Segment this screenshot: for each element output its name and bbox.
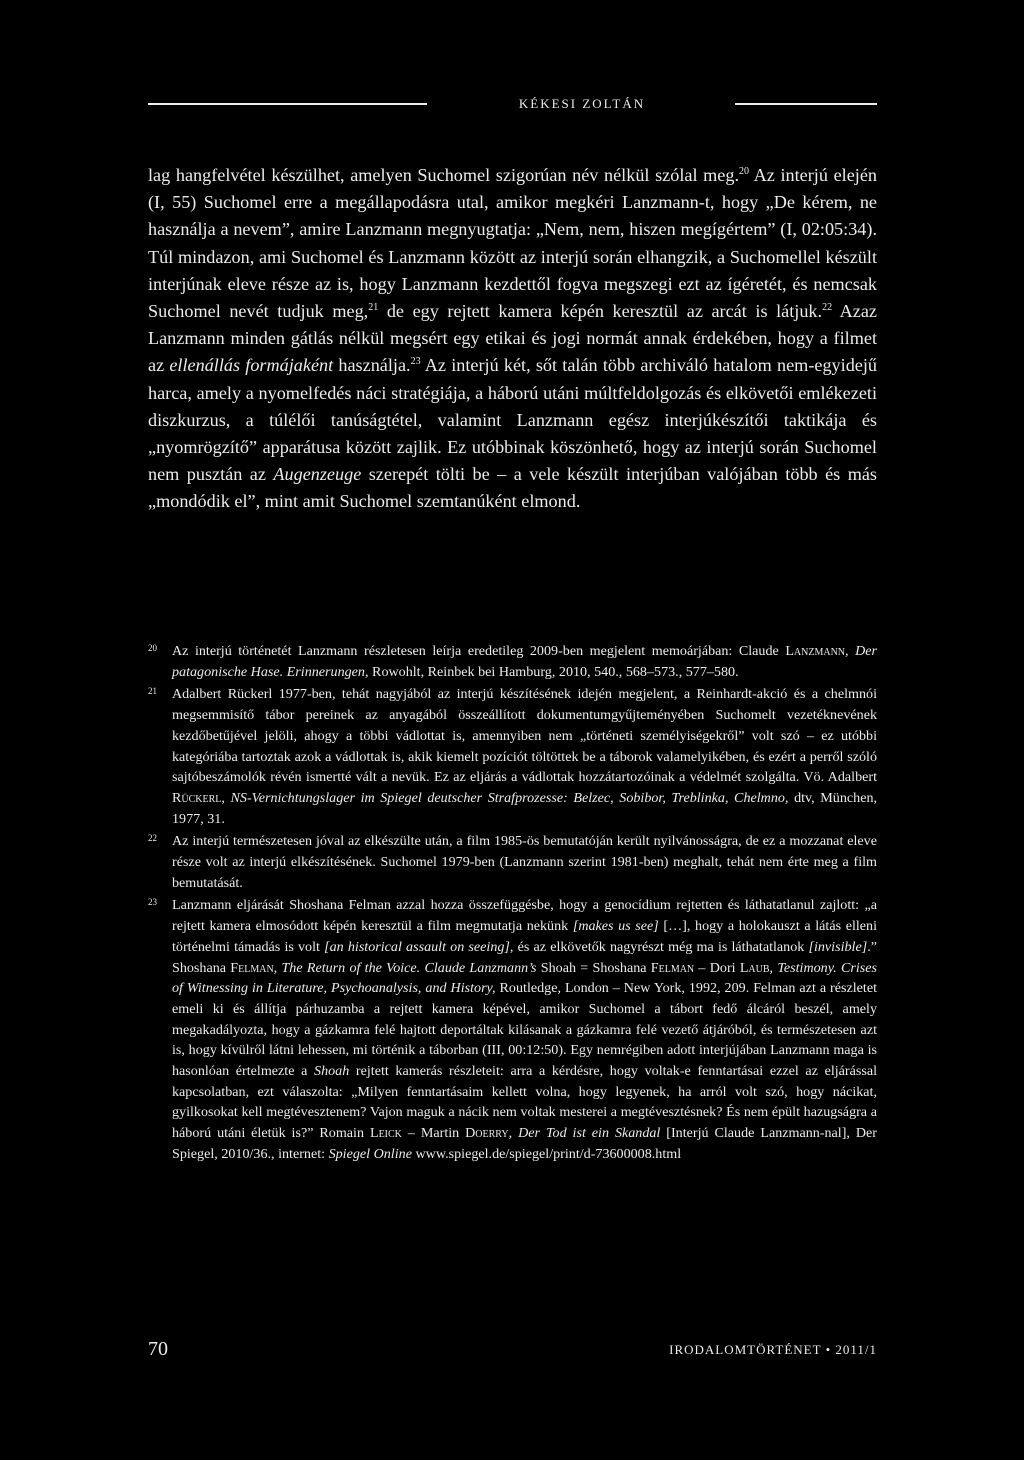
main-text xyxy=(148,162,877,516)
author-name: Leick xyxy=(369,1125,402,1142)
article-title: Der Tod ist ein Skandal xyxy=(518,1125,661,1142)
footnote-20 xyxy=(148,641,877,682)
footnote-23 xyxy=(148,895,877,1164)
note-text: , xyxy=(508,1125,519,1142)
note-text: […], hogy a holokauszt a látás elleni történelmi támadás is volt xyxy=(172,918,877,955)
header-rule-left xyxy=(148,103,427,105)
text-run: Az interjú elején (I, 55) Suchomel erre a megállapodásra utal, amikor megkéri Lanzmann-t, hogy „De kérem, ne használja a nevem”, amire Lanzmann megnyugtatja: „Nem, nem, hiszen megígértem” (I, 02:05:34). Túl mindazon, ami Suchomel és Lanzmann között az interjú során elhangzik, a Suchomellel készült interjúnak eleve része az is, hogy Lanzmann kezdettől fogva megszegi ezt az ígéretét, és nemcsak Suchomel nevét tudjuk meg, xyxy=(148,165,877,322)
footnote-ref-23[interactable]: 23 xyxy=(410,356,421,368)
note-text: Shoah = Shoshana xyxy=(536,959,651,976)
text-run: Azaz Lanzmann minden gátlás nélkül megsért egy etikai és jogi normát annak érdekében, hogy a filmet az xyxy=(148,301,878,376)
text-run: Az interjú két, sőt talán több archiváló hatalom nem-egyidejű harca, amely a nyomelfedés náci stratégiája, a háború utáni múltfeldolgozás és elkövetői emlékezeti diszkurzus, a túlélői tanúságtétel, valamint Lanzmann egész interjúkészítői taktikája és „nyomrögzítő” apparátusa között zajlik. Ez utóbbinak köszönhető, hogy az interjú során Suchomel nem pusztán az xyxy=(148,355,878,485)
note-text: .” Shoshana xyxy=(172,938,877,976)
italic-phrase: [an historical assault on seeing] xyxy=(324,938,510,955)
note-text: rejtett kamerás részleteit: arra a kérdésre, hogy voltak-e fenntartásai ezzel az eljárással kapcsolatban, ezt válaszolta: „Milyen fenntartásaim kellett volna, hogy legyenek, ha arról volt szó, hogy nácikat, gyilkosokat kell megtévesztenem? Vajon maguk a nácik nem voltak mesterei a megtévesztésnek? És nem épült hazugságra a háború utáni életük is?” Romain xyxy=(172,1063,877,1142)
book-title: Der patagonische Hase. Erinnerungen, xyxy=(172,643,877,680)
author-name: Doerry xyxy=(465,1125,509,1142)
footnote-number: 22 xyxy=(148,833,157,844)
italic-phrase: [invisible] xyxy=(808,938,868,955)
header-rule-right xyxy=(735,103,877,105)
note-text: , xyxy=(769,959,778,976)
text-run: használja. xyxy=(333,355,411,376)
note-text: Az interjú történetét Lanzmann részletesen leírja eredetileg 2009-ben megjelent memoárjában: Claude xyxy=(172,643,786,659)
note-text: – Dori xyxy=(694,959,740,976)
note-text: , xyxy=(221,789,231,806)
note-text: – Martin xyxy=(401,1125,466,1142)
text-run: lag hangfelvétel készülhet, amelyen Suchomel szigorúan név nélkül szólal meg. xyxy=(148,165,740,185)
footnote-ref-20[interactable]: 20 xyxy=(739,165,750,177)
book-title: NS-Vernichtungslager im Spiegel deutscher Strafprozesse: Belzec, Sobibor, Treblinka, Chelmno, xyxy=(230,789,789,806)
italic-term: Augenzeuge xyxy=(273,464,362,485)
note-text: Lanzmann eljárását Shoshana Felman azzal hozza összefüggésbe, hogy a genocídium rejtetten és láthatatlanul zajlott: „a rejtett kamera elmosódott képén keresztül a film megmutatja nekünk xyxy=(172,897,877,935)
note-text: , xyxy=(845,643,856,659)
author-name: Felman xyxy=(650,959,695,976)
footnotes xyxy=(148,641,877,1167)
author-name: Lanzmann xyxy=(785,643,846,659)
author-name: Rückerl xyxy=(172,789,222,806)
footnote-22 xyxy=(148,831,877,893)
note-text: dtv, München, 1977, 31. xyxy=(172,789,878,827)
film-title: Shoah xyxy=(314,1063,350,1080)
footnote-number: 23 xyxy=(148,897,157,908)
note-text: Adalbert Rückerl 1977-ben, tehát nagyjából az interjú készítésének idején megjelent, a Reinhardt-akció és a chelmnói megsemmisítő tábor pereinek az anyagából összeállított dokumentumgyűjteményében Suchomelt vezetéknevének kezdőbetűjével jelöli, ahogy a többi vádlottat is, amennyiben nem „történeti személyiségekről” volt szó – ez utóbbi kategóriába tartoztak azok a vádlottak is, akik kiemelt pozíciót töltöttek be a táborok valamelyikében, és ezért a perről szóló sajtóbeszámolók révén ismertté vált a nevük. Ez az eljárás a vádlottak hozzátartozóinak a védelmét szolgálta. Vö. Adalbert xyxy=(172,686,877,786)
italic-phrase: ellenállás formájaként xyxy=(169,355,334,376)
running-header xyxy=(148,94,877,114)
note-text: , és az elkövetők nagyrészt még ma is láthatatlanok xyxy=(509,938,809,955)
note-text: Routledge, London – New York, 1992, 209. Felman azt a részletet emeli ki és állítja párhuzamba a rejtett kamera képével, amikor Suchomel a tábort fedő álcáról beszél, amely megakadályozta, hogy a gázkamra felé hajtott deportáltak kilásanak a gázkamra felé vezető átjáróból, és természetesen azt is, hogy kívülről látni lehessen, mi történik a táborban (III, 00:12:50). Egy nemrégiben adott interjújában Lanzmann maga is hasonlóan értelmezte a xyxy=(172,980,878,1080)
publication-name: Spiegel Online xyxy=(328,1145,412,1162)
note-url[interactable]: www.spiegel.de/spiegel/print/d-73600008.html xyxy=(411,1145,682,1162)
footnote-ref-22[interactable]: 22 xyxy=(822,301,833,313)
note-text: Az interjú természetesen jóval az elkészülte után, a film 1985-ös bemutatóján került nyilvánosságra, de ez a mozzanat eleve része volt az interjú elkészítésének. Suchomel 1979-ben (Lanzmann szerint 1981-ben) meghalt, tehát nem érte meg a film bemutatását. xyxy=(172,833,877,891)
footnote-number: 21 xyxy=(148,686,157,697)
author-name: Felman xyxy=(230,959,274,976)
book-title: The Return of the Voice. Claude Lanzmann’s xyxy=(281,959,537,976)
journal-name: IRODALOMTÖRTÉNET • 2011/1 xyxy=(669,1342,877,1357)
main-paragraph xyxy=(148,162,877,516)
book-title: Testimony. Crises of Witnessing in Literature, Psychoanalysis, and History, xyxy=(172,959,877,997)
italic-phrase: [makes us see] xyxy=(572,918,659,935)
page-number: 70 xyxy=(148,1338,168,1360)
text-run: de egy rejtett kamera képén keresztül az arcát is látjuk. xyxy=(378,301,823,322)
footnote-number: 20 xyxy=(148,643,157,653)
page-footer xyxy=(148,1338,877,1364)
note-text: Rowohlt, Reinbek bei Hamburg, 2010, 540., 568–573., 577–580. xyxy=(368,663,739,680)
footnote-ref-21[interactable]: 21 xyxy=(368,301,379,313)
note-text: , xyxy=(273,959,282,976)
author-name: Laub xyxy=(739,959,770,976)
header-author: KÉKESI ZOLTÁN xyxy=(518,96,646,111)
footnote-21 xyxy=(148,684,877,829)
text-run: szerepét tölti be – a vele készült interjúban valójában több és más „mondódik el”, mint amit Suchomel szemtanúként elmond. xyxy=(148,464,877,512)
note-text: [Interjú Claude Lanzmann-nal], Der Spiegel, 2010/36., internet: xyxy=(172,1125,878,1162)
